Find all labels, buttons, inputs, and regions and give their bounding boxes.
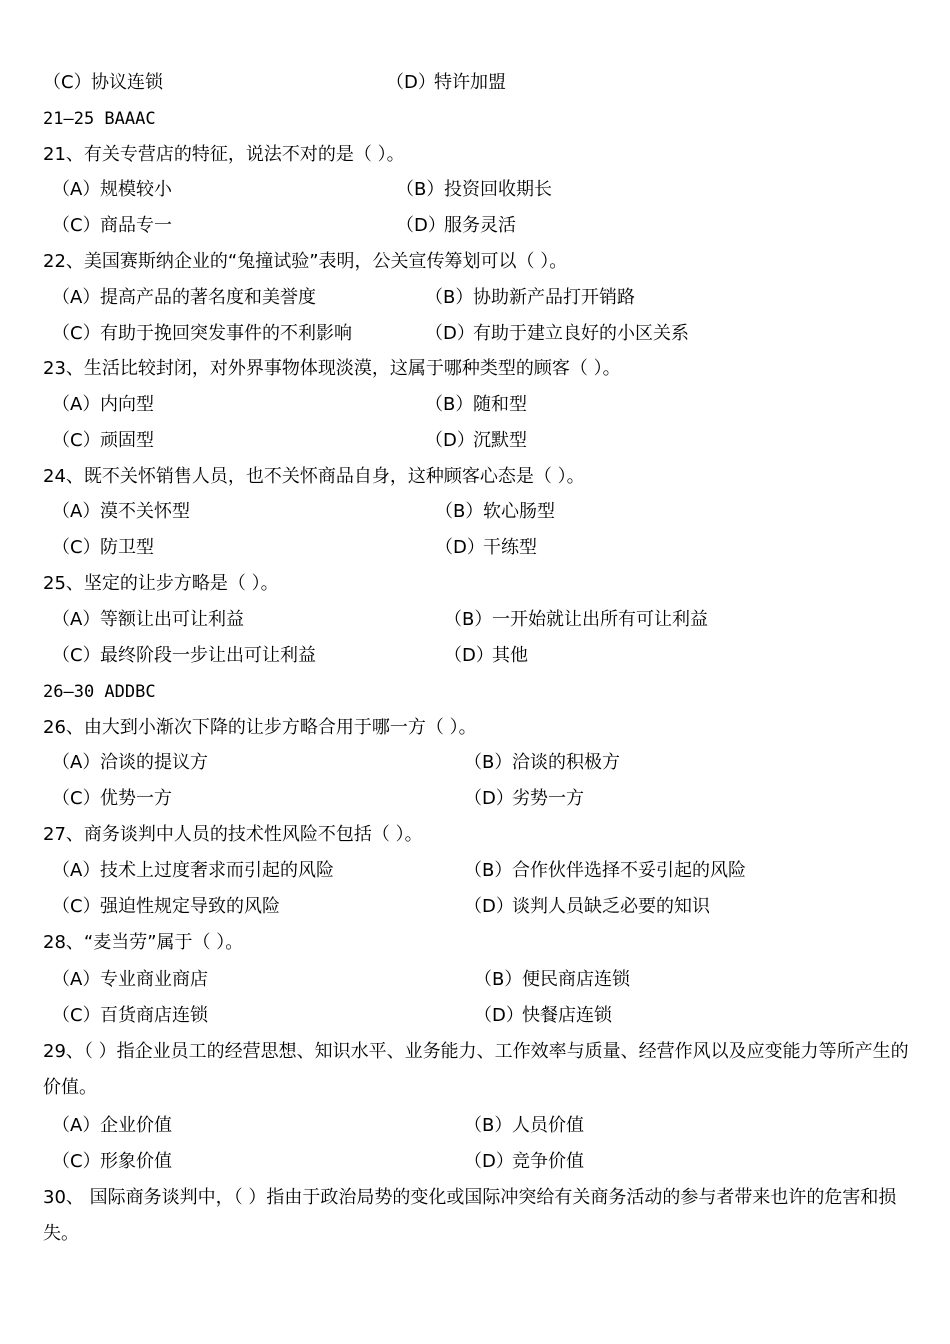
option-label: （C） bbox=[52, 1005, 101, 1026]
option-text: 服务灵活 bbox=[444, 215, 516, 236]
option-label: （A） bbox=[52, 969, 101, 990]
option-b bbox=[425, 286, 635, 310]
option-text: 最终阶段一步让出可让利益 bbox=[100, 645, 316, 666]
option-a bbox=[52, 859, 334, 883]
question-30: 30、 国际商务谈判中，（ ）指由于政治局势的变化或国际冲突给有关商务活动的参与者带来也许的危害和损失。 bbox=[43, 1187, 897, 1244]
question-22: 22、美国赛斯纳企业的“兔撞试验”表明，公关宣传筹划可以（ ）。 bbox=[43, 251, 568, 272]
option-c bbox=[52, 1150, 172, 1174]
option-text: 有助于挽回突发事件的不利影响 bbox=[100, 323, 352, 344]
option-label: （D） bbox=[396, 215, 446, 236]
answer-key: 26—30 ADDBC bbox=[43, 682, 156, 702]
option-c bbox=[52, 644, 316, 668]
option-text: 漠不关怀型 bbox=[100, 501, 190, 522]
option-label: （B） bbox=[396, 179, 445, 200]
option-label: （D） bbox=[435, 537, 485, 558]
question-21: 21、有关专营店的特征，说法不对的是（ ）。 bbox=[43, 144, 405, 165]
option-text: 协助新产品打开销路 bbox=[473, 287, 635, 308]
option-text: 规模较小 bbox=[100, 179, 172, 200]
option-text: 企业价值 bbox=[100, 1115, 172, 1136]
option-text: 有助于建立良好的小区关系 bbox=[473, 323, 689, 344]
option-a bbox=[52, 393, 154, 417]
option-text: 软心肠型 bbox=[483, 501, 555, 522]
option-text: 便民商店连锁 bbox=[522, 969, 630, 990]
question-25: 25、坚定的让步方略是（ ）。 bbox=[43, 573, 279, 594]
option-label: （B） bbox=[425, 394, 474, 415]
option-c bbox=[52, 536, 154, 560]
option-text: 内向型 bbox=[100, 394, 154, 415]
option-label: （C） bbox=[52, 215, 101, 236]
option-b bbox=[444, 608, 708, 632]
option-text: 一开始就让出所有可让利益 bbox=[492, 609, 708, 630]
option-label: （B） bbox=[474, 969, 523, 990]
option-a bbox=[52, 968, 208, 992]
answer-key: 21—25 BAAAC bbox=[43, 109, 156, 129]
option-label: （D） bbox=[425, 430, 475, 451]
option-text: 特许加盟 bbox=[434, 72, 506, 93]
question-29: 29、（ ）指企业员工的经营思想、知识水平、业务能力、工作效率与质量、经营作风以及应变能力等所产生的价值。 bbox=[43, 1041, 909, 1098]
option-text: 洽谈的积极方 bbox=[512, 752, 620, 773]
option-d bbox=[464, 1150, 584, 1174]
option-label: （C） bbox=[43, 72, 92, 93]
option-label: （C） bbox=[52, 430, 101, 451]
question-26: 26、由大到小渐次下降的让步方略合用于哪一方（ ）。 bbox=[43, 717, 477, 738]
option-label: （B） bbox=[444, 609, 493, 630]
option-d bbox=[444, 644, 528, 668]
option-label: （C） bbox=[52, 896, 101, 917]
option-label: （A） bbox=[52, 609, 101, 630]
option-text: 谈判人员缺乏必要的知识 bbox=[512, 896, 710, 917]
option-b bbox=[464, 1114, 584, 1138]
option-d bbox=[464, 787, 584, 811]
option-text: 专业商业商店 bbox=[100, 969, 208, 990]
option-label: （D） bbox=[425, 323, 475, 344]
option-d bbox=[396, 214, 516, 238]
option-label: （A） bbox=[52, 394, 101, 415]
option-text: 顽固型 bbox=[100, 430, 154, 451]
option-label: （C） bbox=[52, 1151, 101, 1172]
option-a bbox=[52, 608, 244, 632]
option-text: 随和型 bbox=[473, 394, 527, 415]
option-label: （C） bbox=[52, 788, 101, 809]
option-text: 提高产品的著名度和美誉度 bbox=[100, 287, 316, 308]
option-label: （B） bbox=[435, 501, 484, 522]
option-label: （C） bbox=[52, 323, 101, 344]
option-d bbox=[474, 1004, 612, 1028]
option-c bbox=[52, 787, 172, 811]
option-a bbox=[52, 751, 208, 775]
option-text: 等额让出可让利益 bbox=[100, 609, 244, 630]
option-label: （D） bbox=[444, 645, 494, 666]
option-text: 百货商店连锁 bbox=[100, 1005, 208, 1026]
option-d bbox=[425, 429, 527, 453]
option-text: 防卫型 bbox=[100, 537, 154, 558]
option-b bbox=[474, 968, 630, 992]
option-label: （B） bbox=[464, 1115, 513, 1136]
option-text: 投资回收期长 bbox=[444, 179, 552, 200]
option-b bbox=[425, 393, 527, 417]
option-text: 洽谈的提议方 bbox=[100, 752, 208, 773]
option-a bbox=[52, 500, 190, 524]
option-b bbox=[396, 178, 552, 202]
option-c bbox=[43, 71, 163, 95]
option-text: 形象价值 bbox=[100, 1151, 172, 1172]
option-text: 强迫性规定导致的风险 bbox=[100, 896, 280, 917]
option-a bbox=[52, 178, 172, 202]
option-label: （D） bbox=[464, 896, 514, 917]
option-label: （D） bbox=[464, 1151, 514, 1172]
option-label: （A） bbox=[52, 287, 101, 308]
option-label: （A） bbox=[52, 1115, 101, 1136]
option-c bbox=[52, 429, 154, 453]
option-text: 商品专一 bbox=[100, 215, 172, 236]
option-label: （A） bbox=[52, 860, 101, 881]
option-label: （B） bbox=[464, 860, 513, 881]
option-c bbox=[52, 214, 172, 238]
option-text: 人员价值 bbox=[512, 1115, 584, 1136]
option-text: 合作伙伴选择不妥引起的风险 bbox=[512, 860, 746, 881]
option-c bbox=[52, 322, 352, 346]
option-d bbox=[386, 71, 506, 95]
question-28: 28、“麦当劳”属于（ ）。 bbox=[43, 932, 244, 953]
option-text: 沉默型 bbox=[473, 430, 527, 451]
option-text: 快餐店连锁 bbox=[522, 1005, 612, 1026]
option-label: （D） bbox=[386, 72, 436, 93]
option-b bbox=[464, 751, 620, 775]
option-c bbox=[52, 895, 280, 919]
option-text: 干练型 bbox=[483, 537, 537, 558]
option-label: （D） bbox=[474, 1005, 524, 1026]
option-a bbox=[52, 286, 316, 310]
option-label: （A） bbox=[52, 501, 101, 522]
option-text: 优势一方 bbox=[100, 788, 172, 809]
option-a bbox=[52, 1114, 172, 1138]
option-d bbox=[464, 895, 710, 919]
option-label: （B） bbox=[425, 287, 474, 308]
option-d bbox=[435, 536, 537, 560]
option-b bbox=[435, 500, 555, 524]
option-text: 其他 bbox=[492, 645, 528, 666]
option-c bbox=[52, 1004, 208, 1028]
option-text: 竞争价值 bbox=[512, 1151, 584, 1172]
option-label: （A） bbox=[52, 752, 101, 773]
option-label: （A） bbox=[52, 179, 101, 200]
option-text: 技术上过度奢求而引起的风险 bbox=[100, 860, 334, 881]
question-24: 24、既不关怀销售人员，也不关怀商品自身，这种顾客心态是（ ）。 bbox=[43, 466, 585, 487]
question-23: 23、生活比较封闭，对外界事物体现淡漠，这属于哪种类型的顾客（ ）。 bbox=[43, 358, 621, 379]
option-label: （C） bbox=[52, 537, 101, 558]
option-b bbox=[464, 859, 746, 883]
question-27: 27、商务谈判中人员的技术性风险不包括（ ）。 bbox=[43, 824, 423, 845]
option-text: 劣势一方 bbox=[512, 788, 584, 809]
option-d bbox=[425, 322, 689, 346]
option-text: 协议连锁 bbox=[91, 72, 163, 93]
option-label: （B） bbox=[464, 752, 513, 773]
option-label: （C） bbox=[52, 645, 101, 666]
option-label: （D） bbox=[464, 788, 514, 809]
